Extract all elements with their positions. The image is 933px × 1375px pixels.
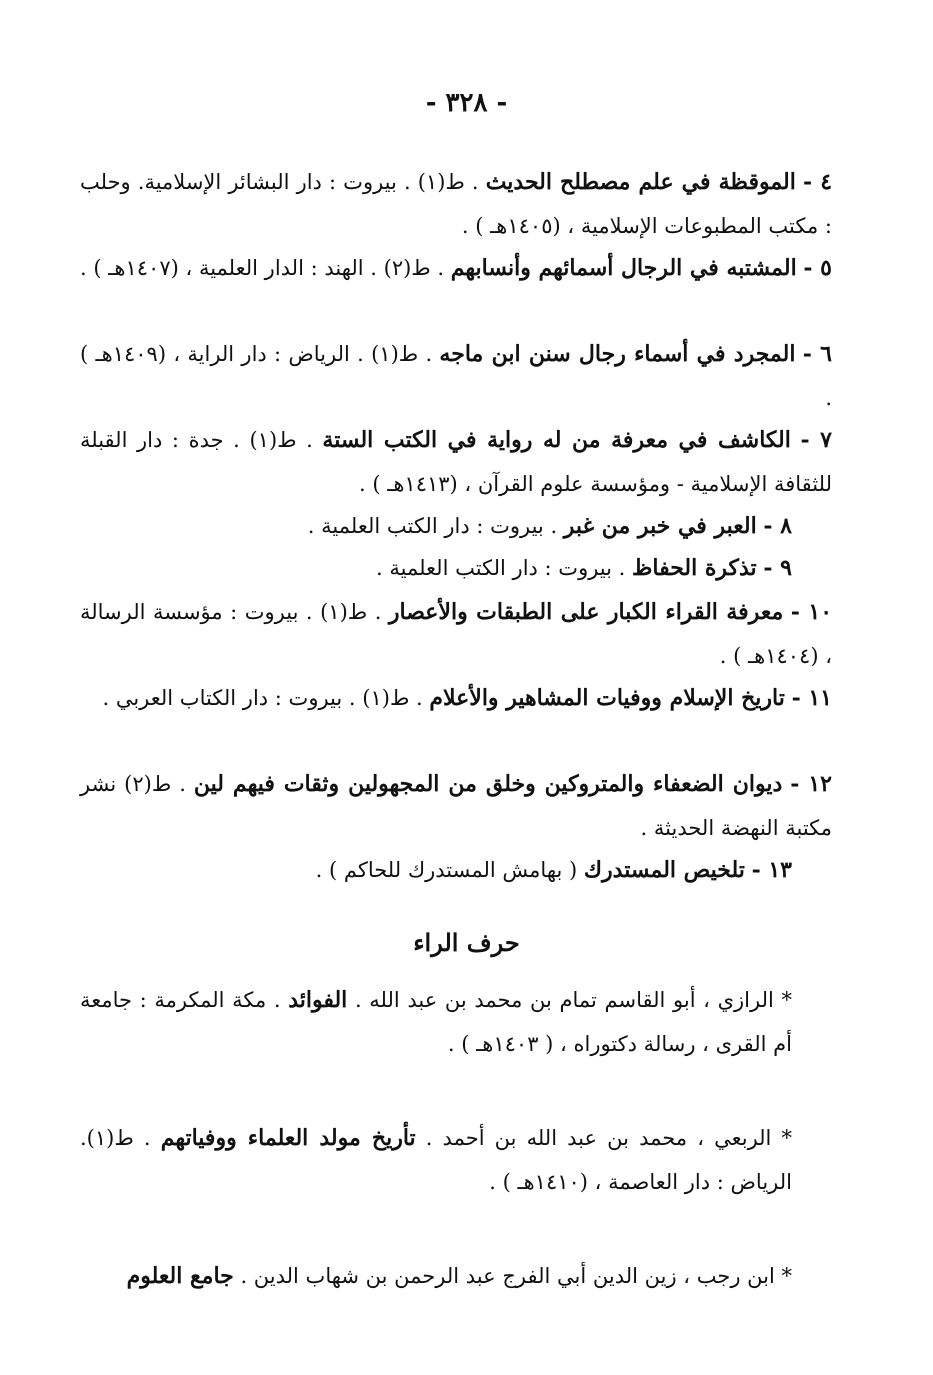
bibliography-entry — [80, 504, 832, 548]
entry-number: ١٣ - — [751, 857, 792, 883]
entry-details: . ط(١) . بيروت : مؤسسة الرسالة ، (١٤٠٤هـ ) . — [80, 600, 832, 668]
bibliography-entry — [80, 246, 832, 290]
entry-title: تذكرة الحفاظ — [632, 555, 757, 581]
entry-details: ( بهامش المستدرك للحاكم ) . — [315, 858, 584, 882]
entry-title: المجرد في أسماء رجال سنن ابن ماجه — [439, 341, 796, 367]
entry-title: تاريخ الإسلام ووفيات المشاهير والأعلام — [429, 685, 785, 711]
reference-author: * ابن رجب ، زين الدين أبي الفرج عبد الرحمن بن شهاب الدين . — [233, 1264, 792, 1288]
reference-title: تأريخ مولد العلماء ووفياتهم — [160, 1125, 416, 1151]
reference-author: * الربعي ، محمد بن عبد الله بن أحمد . — [415, 1126, 792, 1150]
reference-details: . ط(١). الرياض : دار العاصمة ، (١٤١٠هـ ) . — [80, 1126, 792, 1194]
entry-title: المشتبه في الرجال أسمائهم وأنسابهم — [450, 255, 797, 281]
section-heading: حرف الراء — [413, 928, 520, 957]
bibliography-entry — [80, 762, 832, 850]
reference-entry — [80, 978, 832, 1066]
entry-title: تلخيص المستدرك — [583, 857, 745, 883]
entry-details: . ط(١) . جدة : دار القبلة للثقافة الإسلامية - ومؤسسة علوم القرآن ، (١٤١٣هـ ) . — [80, 428, 832, 496]
entry-title: معرفة القراء الكبار على الطبقات والأعصار — [388, 599, 784, 625]
entry-number: ٦ - — [802, 341, 832, 367]
reference-entry — [80, 1254, 832, 1298]
bibliography-entry — [80, 590, 832, 678]
entry-number: ١١ - — [791, 685, 832, 711]
entry-number: ٤ - — [802, 169, 833, 195]
bibliography-entry — [80, 418, 832, 506]
entry-details: . بيروت : دار الكتب العلمية . — [307, 514, 564, 538]
entry-details: . ط(١) . الرياض : دار الراية ، (١٤٠٩هـ ) . — [80, 342, 832, 410]
bibliography-entry — [80, 332, 832, 420]
page-number: - ٣٢٨ - — [425, 88, 508, 118]
entry-number: ٧ - — [800, 427, 832, 453]
entry-number: ٥ - — [803, 255, 832, 281]
entry-details: . ط(٢) . الهند : الدار العلمية ، (١٤٠٧هـ ) . — [80, 256, 451, 280]
entry-details: . بيروت : دار الكتب العلمية . — [376, 556, 633, 580]
bibliography-entry — [80, 848, 832, 892]
entry-title: الموقظة في علم مصطلح الحديث — [485, 169, 796, 195]
entry-details: . ط(١) . بيروت : دار الكتاب العربي . — [102, 686, 430, 710]
entry-title: العبر في خبر من غبر — [563, 513, 757, 539]
entry-details: . ط(٢) نشر مكتبة النهضة الحديثة . — [80, 772, 832, 840]
entry-number: ١٠ - — [790, 599, 833, 625]
entry-title: ديوان الضعفاء والمتروكين وخلق من المجهولين وثقات فيهم لين — [193, 771, 783, 797]
reference-entry — [80, 1116, 832, 1204]
entry-number: ٨ - — [763, 513, 792, 539]
bibliography-entry — [80, 676, 832, 720]
entry-title: الكاشف في معرفة من له رواية في الكتب الستة — [322, 427, 791, 453]
entry-number: ٩ - — [763, 555, 792, 581]
bibliography-entry — [80, 546, 832, 590]
reference-details: . مكة المكرمة : جامعة أم القرى ، رسالة دكتوراه ، ( ١٤٠٣هـ ) . — [80, 988, 792, 1056]
reference-author: * الرازي ، أبو القاسم تمام بن محمد بن عبد الله . — [347, 988, 792, 1012]
bibliography-entry — [80, 160, 832, 248]
entry-details: . ط(١) . بيروت : دار البشائر الإسلامية. وحلب : مكتب المطبوعات الإسلامية ، (١٤٠٥هـ ) . — [80, 170, 832, 238]
reference-title: الفوائد — [288, 987, 348, 1013]
entry-number: ١٢ - — [790, 771, 832, 797]
reference-title: جامع العلوم — [126, 1263, 234, 1289]
